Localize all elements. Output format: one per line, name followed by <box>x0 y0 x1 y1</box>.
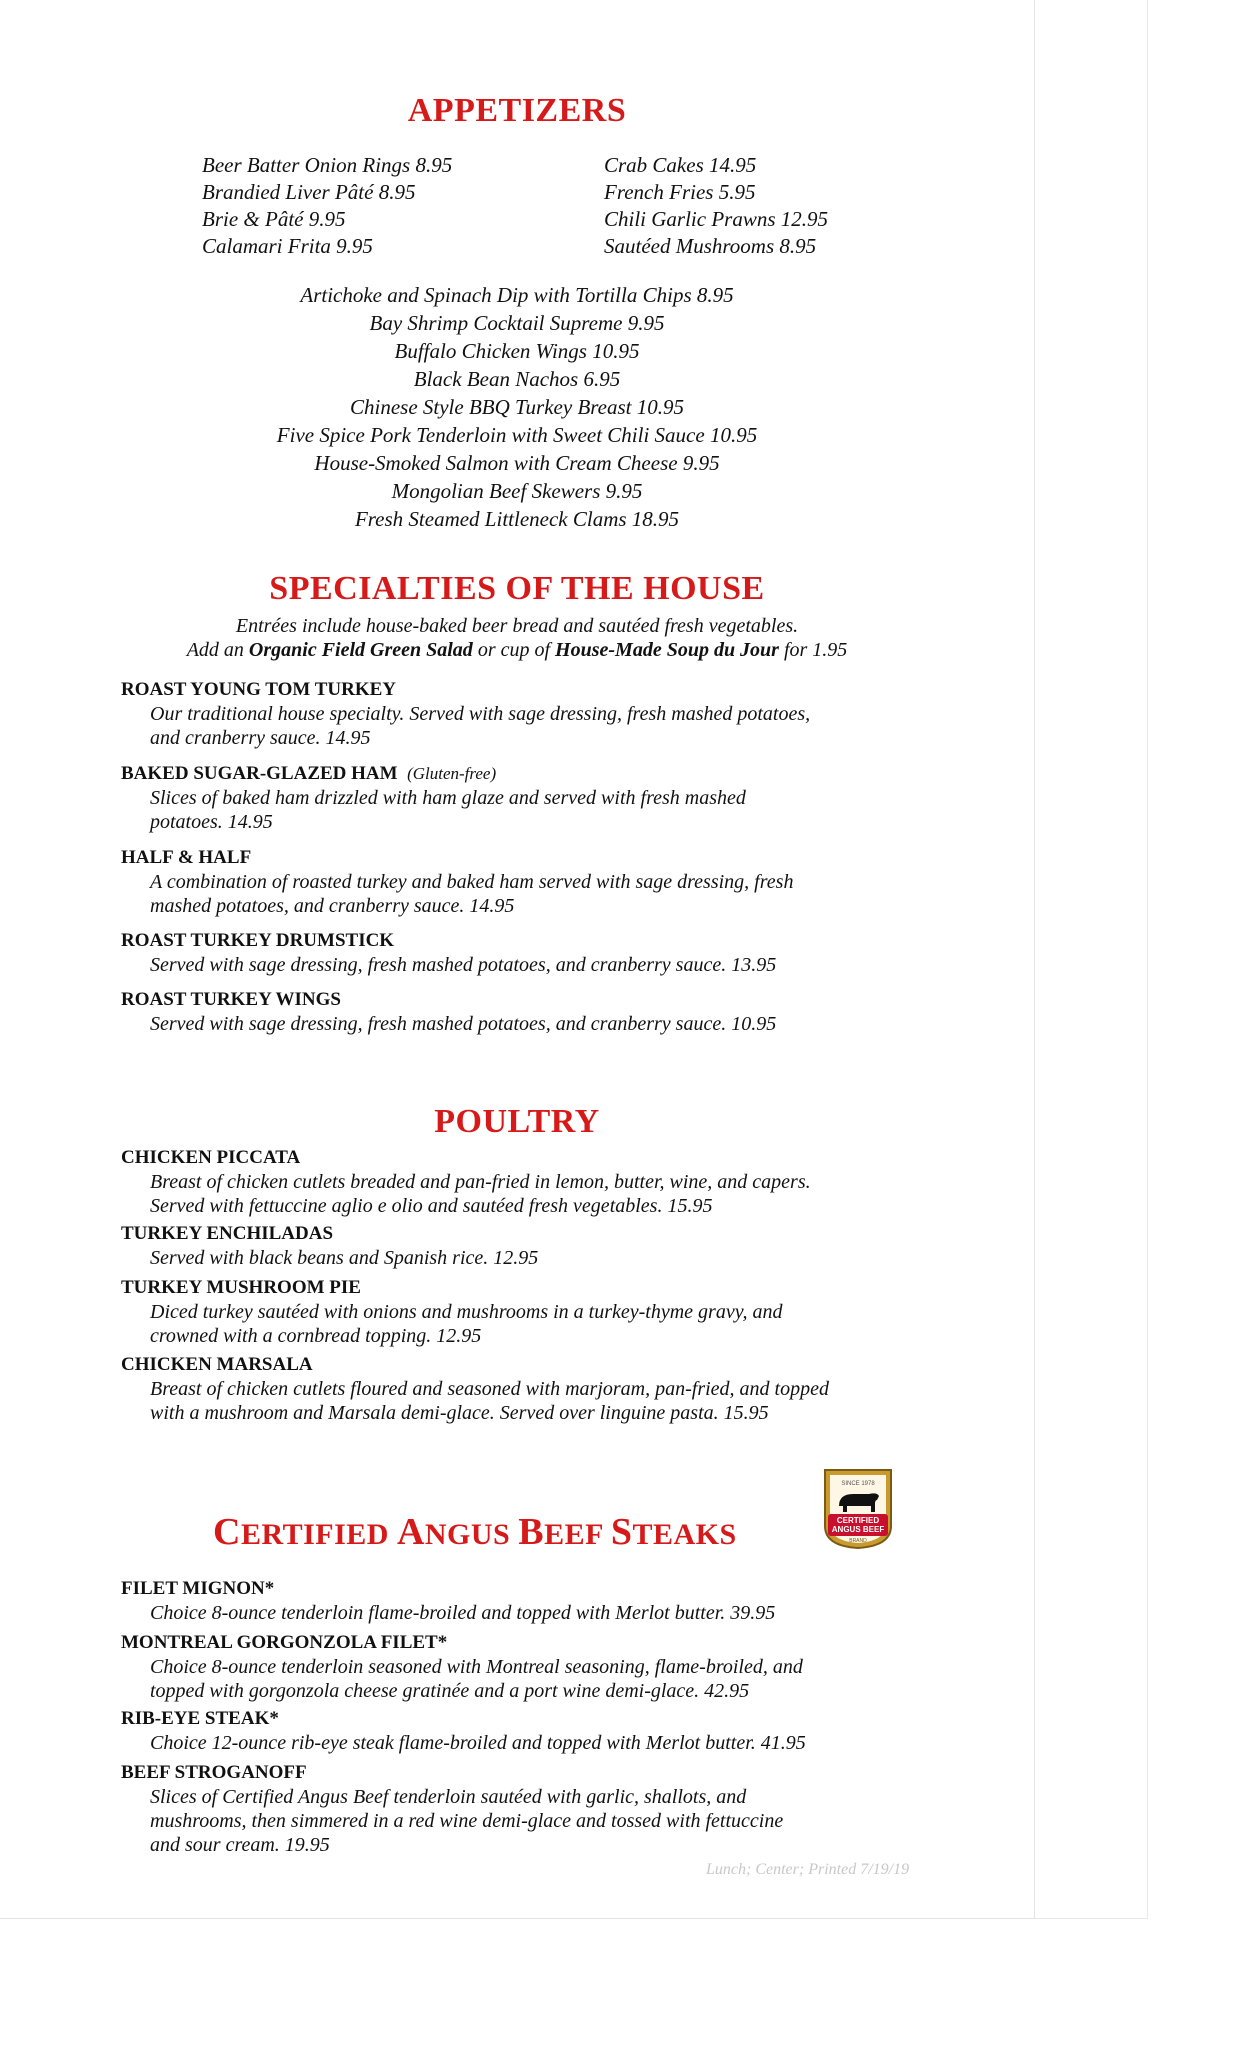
specialties-heading: SPECIALTIES OF THE HOUSE <box>269 570 765 607</box>
heading-part: EEF <box>544 1518 611 1551</box>
item-name: CHICKEN MARSALA <box>121 1354 313 1375</box>
item-description: Breast of chicken cutlets floured and seasoned with marjoram, pan-fried, and topped with a mushroom and Marsala demi-glace. Served over linguine pasta. 15.95 <box>150 1378 829 1424</box>
menu-item <box>121 1146 941 1218</box>
page-gutter <box>1035 0 1148 1919</box>
heading-part: NGUS <box>424 1518 519 1551</box>
menu-item <box>121 678 941 750</box>
gluten-free-note: (Gluten-free) <box>407 764 497 783</box>
appetizer-item: French Fries 5.95 <box>604 180 756 204</box>
item-description: Breast of chicken cutlets breaded and pan-fried in lemon, butter, wine, and capers. Served with fettuccine aglio e olio and sautéed fresh vegetables. 15.95 <box>150 1171 811 1217</box>
menu-item <box>121 1707 941 1755</box>
menu-item <box>121 1631 941 1703</box>
item-name: MONTREAL GORGONZOLA FILET* <box>121 1632 448 1653</box>
item-description: A combination of roasted turkey and baked ham served with sage dressing, fresh mashed potatoes, and cranberry sauce. 14.95 <box>150 871 794 917</box>
appetizer-item: Fresh Steamed Littleneck Clams 18.95 <box>354 507 680 531</box>
item-description: Choice 8-ounce tenderloin seasoned with Montreal seasoning, flame-broiled, and topped with gorgonzola cheese gratinée and a port wine demi-glace. 42.95 <box>150 1656 803 1702</box>
item-description: Served with sage dressing, fresh mashed potatoes, and cranberry sauce. 13.95 <box>150 954 777 976</box>
intro-text: or cup of <box>472 639 556 661</box>
item-name: CHICKEN PICCATA <box>121 1147 301 1168</box>
item-description: Our traditional house specialty. Served with sage dressing, fresh mashed potatoes, and cranberry sauce. 14.95 <box>150 703 811 749</box>
item-name: TURKEY MUSHROOM PIE <box>121 1277 361 1298</box>
appetizer-item: Buffalo Chicken Wings 10.95 <box>394 339 640 363</box>
badge-angus-beef-text: ANGUS BEEF <box>831 1525 885 1534</box>
item-description: Choice 8-ounce tenderloin flame-broiled and topped with Merlot butter. 39.95 <box>150 1602 776 1624</box>
item-name: ROAST TURKEY WINGS <box>121 989 341 1010</box>
heading-part: ERTIFIED <box>240 1518 397 1551</box>
heading-part: A <box>396 1511 425 1553</box>
appetizer-item: Sautéed Mushrooms 8.95 <box>604 234 817 258</box>
appetizer-item: Mongolian Beef Skewers 9.95 <box>391 479 643 503</box>
heading-part: B <box>518 1511 545 1553</box>
specialties-intro-line2 <box>0 638 1034 662</box>
specialties-intro <box>0 614 1034 662</box>
item-name: FILET MIGNON* <box>121 1578 275 1599</box>
poultry-heading: POULTRY <box>434 1103 600 1140</box>
menu-item <box>121 988 941 1036</box>
appetizer-item: Five Spice Pork Tenderloin with Sweet Chili Sauce 10.95 <box>276 423 758 447</box>
item-description: Served with sage dressing, fresh mashed potatoes, and cranberry sauce. 10.95 <box>150 1013 777 1035</box>
appetizers-heading: APPETIZERS <box>407 92 627 129</box>
menu-item <box>121 1222 941 1270</box>
menu-item <box>121 762 941 834</box>
menu-item <box>121 1761 941 1857</box>
menu-item <box>121 1276 941 1348</box>
specialties-intro-line1: Entrées include house-baked beer bread and sautéed fresh vegetables. <box>235 615 799 637</box>
item-description: Slices of baked ham drizzled with ham glaze and served with fresh mashed potatoes. 14.95 <box>150 787 746 833</box>
appetizer-item: Brie & Pâté 9.95 <box>202 207 346 231</box>
badge-brand-text: BRAND <box>849 1538 867 1544</box>
heading-part: C <box>213 1511 241 1553</box>
appetizers-centered-list <box>0 281 1034 533</box>
heading-part: S <box>610 1511 633 1553</box>
item-name: HALF & HALF <box>121 847 252 868</box>
salad-name: Organic Field Green Salad <box>248 639 473 661</box>
menu-item <box>121 929 941 977</box>
item-description: Served with black beans and Spanish rice. 12.95 <box>150 1247 539 1269</box>
print-footer: Lunch; Center; Printed 7/19/19 <box>706 1861 910 1878</box>
appetizer-item: Calamari Frita 9.95 <box>202 234 373 258</box>
appetizer-item: Black Bean Nachos 6.95 <box>413 367 621 391</box>
item-name: ROAST TURKEY DRUMSTICK <box>121 930 395 951</box>
badge-since-text: SINCE 1978 <box>841 1481 875 1487</box>
heading-part: TEAKS <box>632 1518 737 1551</box>
appetizer-item: Beer Batter Onion Rings 8.95 <box>202 153 453 177</box>
appetizer-item: Chili Garlic Prawns 12.95 <box>604 207 829 231</box>
appetizer-item: Chinese Style BBQ Turkey Breast 10.95 <box>350 395 684 419</box>
appetizers-left-column <box>202 152 452 260</box>
appetizer-item: Crab Cakes 14.95 <box>604 153 757 177</box>
item-name: ROAST YOUNG TOM TURKEY <box>121 679 397 700</box>
appetizer-item: House-Smoked Salmon with Cream Cheese 9.95 <box>314 451 720 475</box>
item-description: Choice 12-ounce rib-eye steak flame-broiled and topped with Merlot butter. 41.95 <box>150 1732 806 1754</box>
intro-price: for 1.95 <box>778 639 848 661</box>
appetizer-item: Bay Shrimp Cocktail Supreme 9.95 <box>369 311 665 335</box>
menu-item <box>121 1353 941 1425</box>
item-description: Diced turkey sautéed with onions and mushrooms in a turkey-thyme gravy, and crowned with a cornbread topping. 12.95 <box>150 1301 783 1347</box>
item-description: Slices of Certified Angus Beef tenderloin sautéed with garlic, shallots, and mushrooms, then simmered in a red wine demi-glace and tossed with fettuccine and sour cream. 19.95 <box>150 1786 784 1856</box>
intro-text: Add an <box>186 639 249 661</box>
menu-item <box>121 1577 941 1625</box>
badge-certified-text: CERTIFIED <box>836 1516 880 1525</box>
item-name: BEEF STROGANOFF <box>121 1762 307 1783</box>
item-name: BAKED SUGAR-GLAZED HAM <box>121 763 398 784</box>
item-name: TURKEY ENCHILADAS <box>121 1223 334 1244</box>
item-name: RIB-EYE STEAK* <box>121 1708 279 1729</box>
steaks-heading <box>213 1510 737 1554</box>
menu-item <box>121 846 941 918</box>
appetizers-right-column <box>604 152 828 260</box>
appetizer-item: Brandied Liver Pâté 8.95 <box>202 180 416 204</box>
certified-angus-beef-logo <box>819 1466 897 1550</box>
soup-name: House-Made Soup du Jour <box>555 639 779 661</box>
appetizer-item: Artichoke and Spinach Dip with Tortilla Chips 8.95 <box>300 283 734 307</box>
item-name-row <box>121 762 941 786</box>
